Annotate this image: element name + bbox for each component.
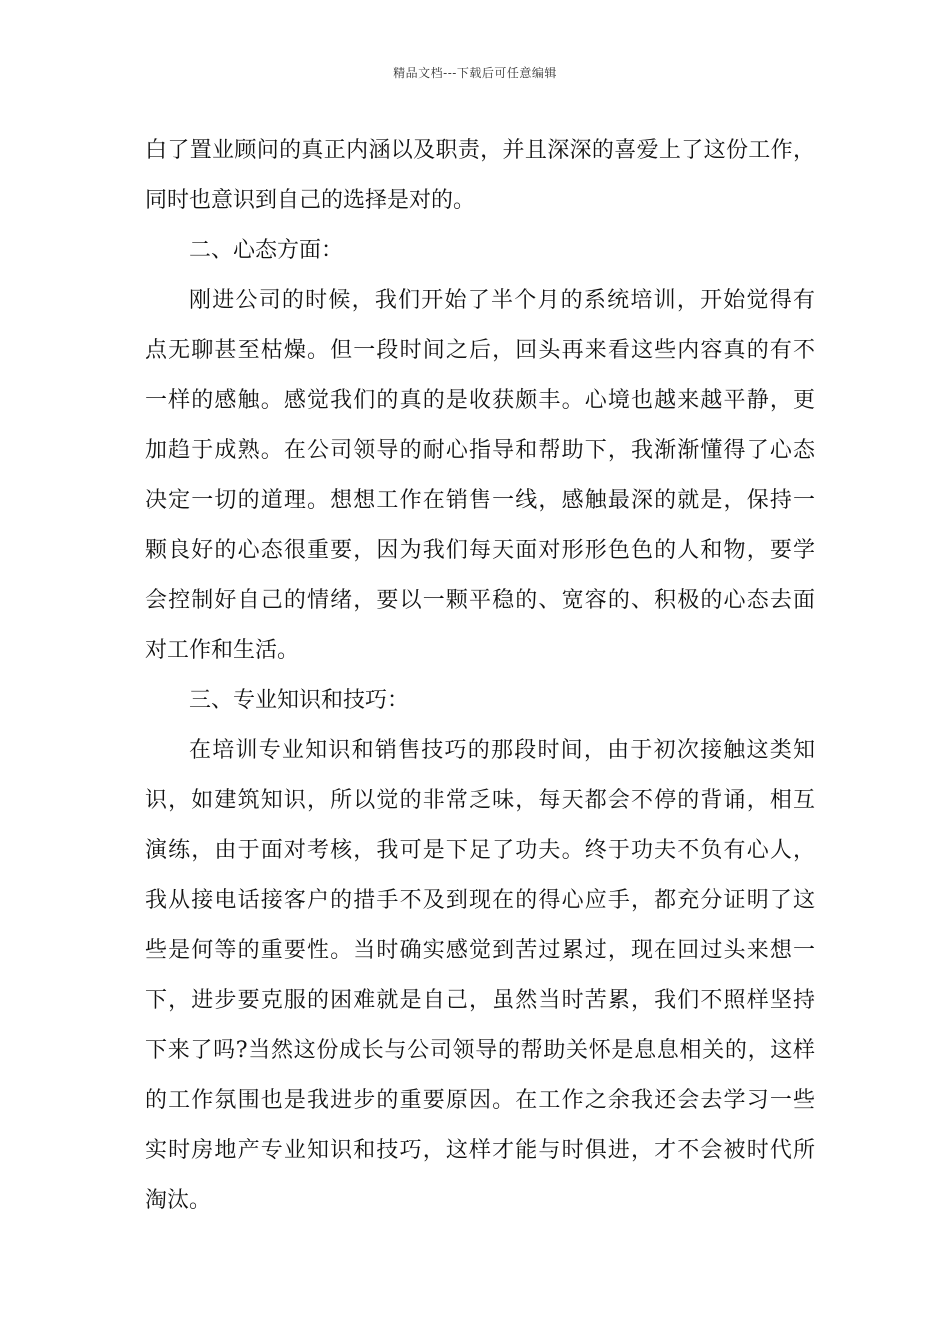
- body-text: [145, 126, 815, 1226]
- text-line: 在培训专业知识和销售技巧的那段时间，由于初次接触这类知: [189, 738, 815, 763]
- text-line: 点无聊甚至枯燥。但一段时间之后，回头再来看这些内容真的有不: [145, 338, 815, 363]
- text-line: 下，进步要克服的困难就是自己，虽然当时苦累，我们不照样坚持: [145, 988, 815, 1013]
- text-line: 下来了吗?当然这份成长与公司领导的帮助关怀是息息相关的，这样: [145, 1038, 815, 1063]
- text-line: 实时房地产专业知识和技巧，这样才能与时俱进，才不会被时代所: [145, 1138, 815, 1163]
- text-line: 白了置业顾问的真正内涵以及职责，并且深深的喜爱上了这份工作，: [145, 138, 815, 163]
- text-line: 颗良好的心态很重要，因为我们每天面对形形色色的人和物，要学: [145, 538, 815, 563]
- text-line: 识，如建筑知识，所以觉的非常乏味，每天都会不停的背诵，相互: [145, 788, 815, 813]
- text-line: 演练，由于面对考核，我可是下足了功夫。终于功夫不负有心人，: [145, 838, 815, 863]
- text-line: 加趋于成熟。在公司领导的耐心指导和帮助下，我渐渐懂得了心态: [145, 438, 815, 463]
- text-line: 同时也意识到自己的选择是对的。: [145, 188, 476, 213]
- text-line: 一样的感触。感觉我们的真的是收获颇丰。心境也越来越平静，更: [145, 388, 815, 413]
- section-heading: 二、心态方面：: [189, 238, 344, 263]
- text-line: 对工作和生活。: [145, 638, 300, 663]
- text-line: 的工作氛围也是我进步的重要原因。在工作之余我还会去学习一些: [145, 1088, 815, 1113]
- text-line: 我从接电话接客户的措手不及到现在的得心应手，都充分证明了这: [145, 888, 815, 913]
- text-line: 些是何等的重要性。当时确实感觉到苦过累过，现在回过头来想一: [145, 938, 815, 963]
- page-header: 精品文档---下载后可任意编辑: [393, 66, 557, 80]
- text-line: 会控制好自己的情绪，要以一颗平稳的、宽容的、积极的心态去面: [145, 588, 815, 613]
- text-line: 决定一切的道理。想想工作在销售一线，感触最深的就是，保持一: [145, 488, 815, 513]
- text-line: 淘汰。: [145, 1188, 212, 1213]
- text-line: 刚进公司的时候，我们开始了半个月的系统培训，开始觉得有: [189, 288, 815, 313]
- section-heading: 三、专业知识和技巧：: [189, 688, 410, 713]
